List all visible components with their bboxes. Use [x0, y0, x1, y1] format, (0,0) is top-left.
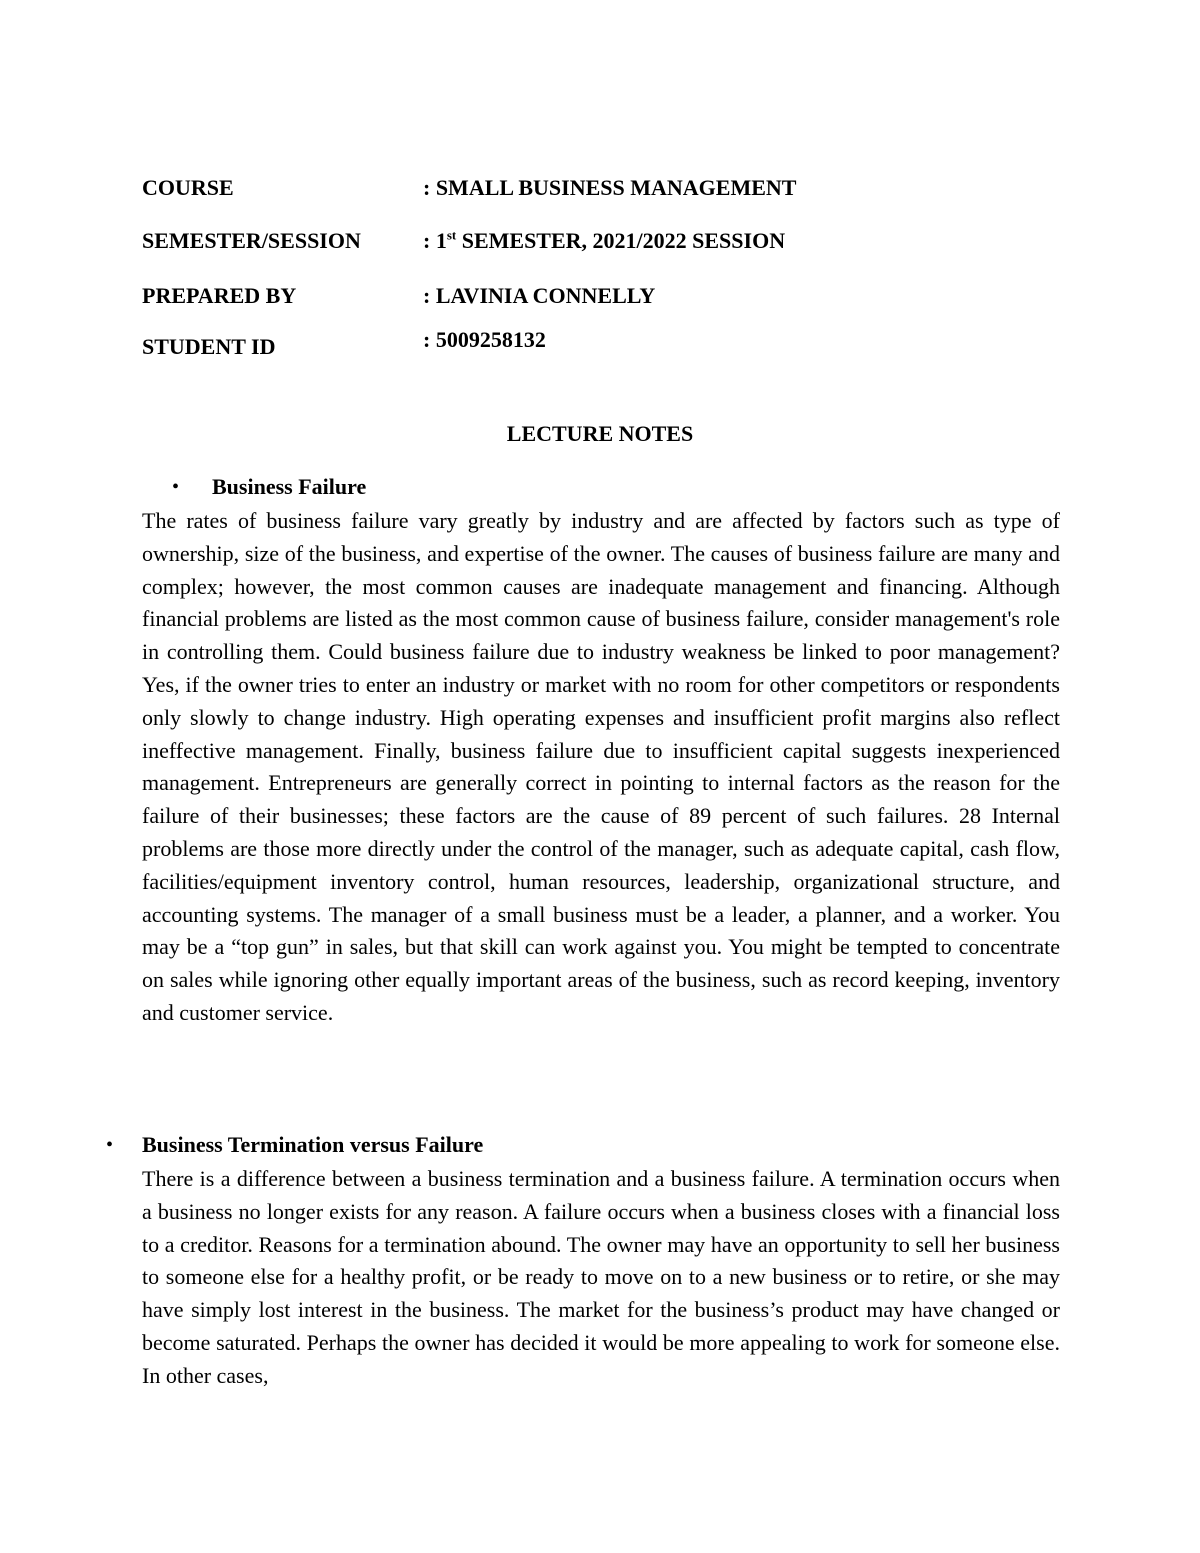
page-title: LECTURE NOTES [506, 421, 694, 446]
semester-value-suffix: SEMESTER, 2021/2022 SESSION [456, 228, 786, 253]
course-value: : SMALL BUSINESS MANAGEMENT [423, 175, 797, 200]
semester-value-ordinal: st [446, 227, 457, 243]
student-id-label: STUDENT ID [142, 334, 276, 359]
section-body-business-failure: The rates of business failure vary greatly by industry and are affected by factors such as type of ownership, size of the business, and expertise of the owner. The causes of business failure are many and complex; however, the most common causes are inadequate management and financing. Although financial problems are listed as the most common cause of business failure, consider management's role in controlling them. Could business failure due to industry weakness be linked to poor management? Yes, if the owner tries to enter an industry or market with no room for other competitors or respondents only slowly to change industry. High operating expenses and insufficient profit margins also reflect ineffective management. Finally, business failure due to insufficient capital suggests inexperienced management. Entrepreneurs are generally correct in pointing to internal factors as the reason for the failure of their businesses; these factors are the cause of 89 percent of such failures. 28 Internal problems are those more directly under the control of the manager, such as adequate capital, cash flow, facilities/equipment inventory control, human resources, leadership, organizational structure, and accounting systems. The manager of a small business must be a leader, a planner, and a worker. You may be a “top gun” in sales, but that skill can work against you. You might be tempted to concentrate on sales while ignoring other equally important areas of the business, such as record keeping, inventory and customer service. [142, 508, 1060, 1025]
bullet-icon: • [106, 1134, 114, 1156]
student-id-value: : 5009258132 [423, 327, 546, 352]
section-heading-business-failure: Business Failure [212, 474, 367, 499]
bullet-icon: • [172, 476, 180, 498]
semester-label: SEMESTER/SESSION [142, 228, 361, 253]
prepared-value: : LAVINIA CONNELLY [423, 283, 656, 308]
prepared-label: PREPARED BY [142, 283, 297, 308]
section-body-termination-vs-failure: There is a difference between a business termination and a business failure. A termination occurs when a business no longer exists for any reason. A failure occurs when a business closes with a financial loss to a creditor. Reasons for a termination abound. The owner may have an opportunity to sell her business to someone else for a healthy profit, or be ready to move on to a new business or to retire, or she may have simply lost interest in the business. The market for the business’s product may have changed or become saturated. Perhaps the owner has decided it would be more appealing to work for someone else. In other cases, [142, 1166, 1060, 1388]
semester-value [423, 227, 785, 255]
semester-value-prefix: : 1 [423, 228, 447, 253]
course-label: COURSE [142, 175, 234, 200]
section-heading-termination-vs-failure: Business Termination versus Failure [142, 1132, 484, 1157]
